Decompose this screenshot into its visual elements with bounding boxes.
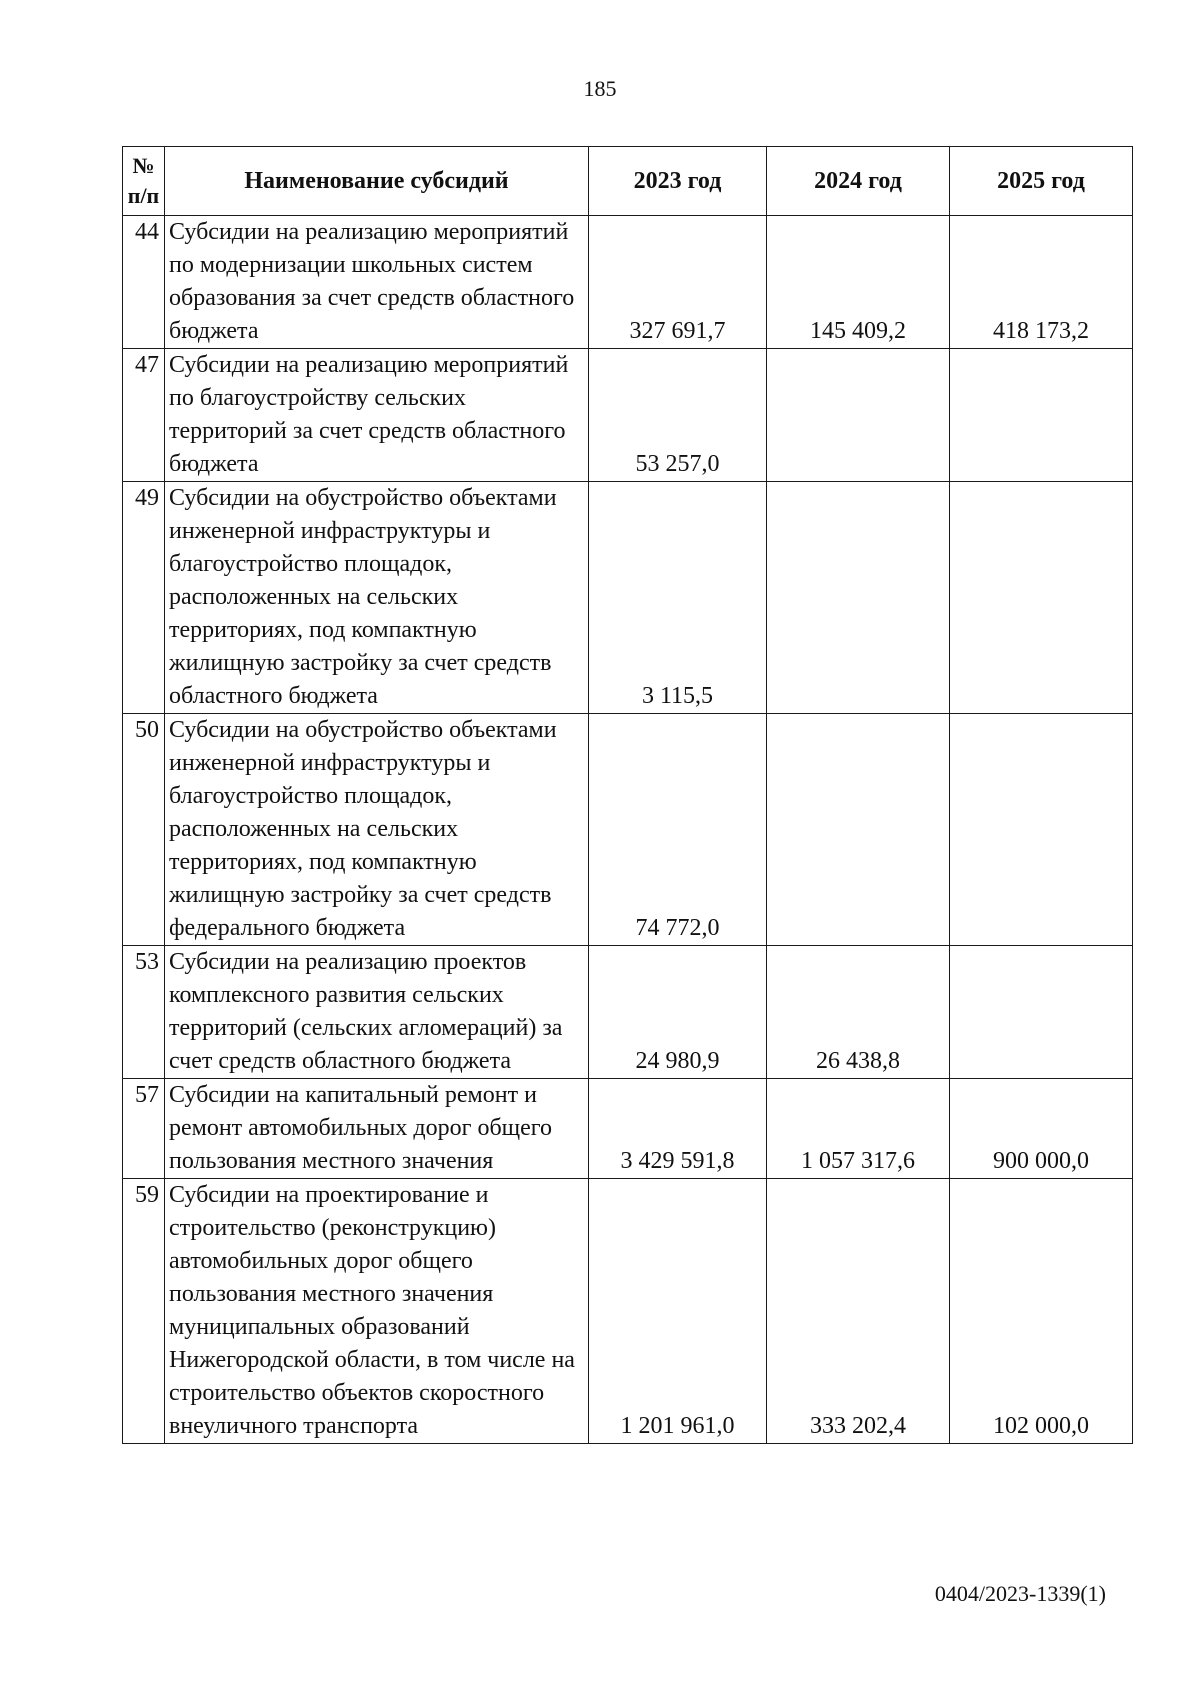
amount-2023: 3 115,5: [589, 482, 767, 714]
amount-2023: 3 429 591,8: [589, 1079, 767, 1179]
amount-2024: [767, 482, 950, 714]
row-number: 57: [123, 1079, 165, 1179]
amount-2023: 24 980,9: [589, 946, 767, 1079]
subsidy-name: Субсидии на реализацию проектов комплексного развития сельских территорий (сельских агломераций) за счет средств областного бюджета: [165, 946, 589, 1079]
subsidies-table: [122, 146, 1133, 1444]
header-2023: 2023 год: [589, 147, 767, 216]
amount-2023: 327 691,7: [589, 216, 767, 349]
header-number: [123, 147, 165, 216]
amount-2025: [950, 482, 1133, 714]
amount-2023: 53 257,0: [589, 349, 767, 482]
header-2025: 2025 год: [950, 147, 1133, 216]
subsidy-name: Субсидии на реализацию мероприятий по модернизации школьных систем образования за счет средств областного бюджета: [165, 216, 589, 349]
row-number: 44: [123, 216, 165, 349]
page-number: 185: [583, 76, 617, 101]
row-number: 50: [123, 714, 165, 946]
row-number: 53: [123, 946, 165, 1079]
amount-2024: 333 202,4: [767, 1179, 950, 1444]
header-number-symbol: №: [132, 153, 155, 178]
amount-2025: 102 000,0: [950, 1179, 1133, 1444]
table-row: [123, 1079, 1133, 1179]
subsidy-name: Субсидии на обустройство объектами инженерной инфраструктуры и благоустройство площадок, расположенных на сельских территориях, под компактную жилищную застройку за счет средств областного бюджета: [165, 482, 589, 714]
amount-2025: 418 173,2: [950, 216, 1133, 349]
amount-2025: [950, 946, 1133, 1079]
amount-2024: [767, 714, 950, 946]
row-number: 59: [123, 1179, 165, 1444]
header-name: Наименование субсидий: [165, 147, 589, 216]
amount-2025: [950, 349, 1133, 482]
table-row: [123, 946, 1133, 1079]
row-number: 49: [123, 482, 165, 714]
subsidy-name: Субсидии на проектирование и строительство (реконструкцию) автомобильных дорог общего пользования местного значения муниципальных образований Нижегородской области, в том числе на строительство объектов скоростного внеуличного транспорта: [165, 1179, 589, 1444]
amount-2023: 1 201 961,0: [589, 1179, 767, 1444]
amount-2024: 1 057 317,6: [767, 1079, 950, 1179]
header-2024: 2024 год: [767, 147, 950, 216]
table-row: [123, 1179, 1133, 1444]
amount-2025: [950, 714, 1133, 946]
table-row: [123, 216, 1133, 349]
table-row: [123, 349, 1133, 482]
table-row: [123, 482, 1133, 714]
subsidy-name: Субсидии на реализацию мероприятий по благоустройству сельских территорий за счет средств областного бюджета: [165, 349, 589, 482]
header-number-abbr: п/п: [127, 183, 160, 208]
amount-2024: 145 409,2: [767, 216, 950, 349]
subsidy-name: Субсидии на капитальный ремонт и ремонт автомобильных дорог общего пользования местного значения: [165, 1079, 589, 1179]
table-row: [123, 714, 1133, 946]
subsidy-name: Субсидии на обустройство объектами инженерной инфраструктуры и благоустройство площадок, расположенных на сельских территориях, под компактную жилищную застройку за счет средств федерального бюджета: [165, 714, 589, 946]
row-number: 47: [123, 349, 165, 482]
table-header-row: [123, 147, 1133, 216]
amount-2023: 74 772,0: [589, 714, 767, 946]
amount-2025: 900 000,0: [950, 1079, 1133, 1179]
document-code: 0404/2023-1339(1): [934, 1581, 1106, 1606]
amount-2024: 26 438,8: [767, 946, 950, 1079]
amount-2024: [767, 349, 950, 482]
